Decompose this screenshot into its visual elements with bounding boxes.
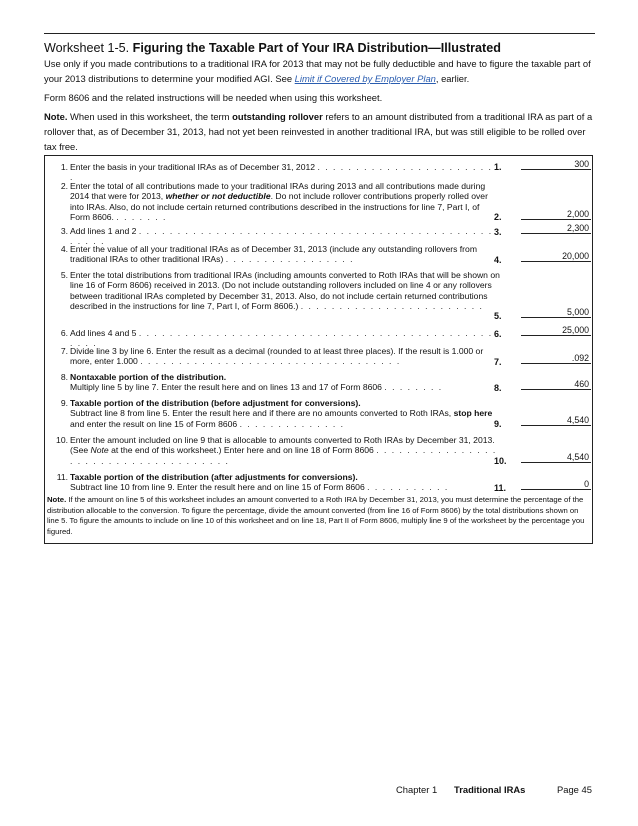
line-label: 4.: [494, 255, 502, 265]
line-number: 6.: [60, 328, 68, 338]
title-bold: Figuring the Taxable Part of Your IRA Distribution—Illustrated: [132, 41, 501, 55]
intro-paragraph-3: [44, 109, 600, 154]
worksheet-title: [44, 40, 604, 56]
intro-p3-text2: refers to an amount distributed from a traditional IRA as part of a rollover that, as of December 31, 2013, had not yet been reinvested in another traditional IRA, but was still eligible to be rolled over tax free.: [44, 111, 593, 152]
line-7-value: .092: [521, 353, 591, 364]
line-number: 4.: [60, 244, 68, 254]
line-label: 2.: [494, 212, 502, 222]
line-4-value: 20,000: [521, 251, 591, 262]
line-2-value: 2,000: [521, 209, 591, 220]
limit-covered-link[interactable]: Limit if Covered by Employer Plan: [294, 73, 436, 84]
footer-chapter: Chapter 1: [396, 784, 438, 795]
line-6-value: 25,000: [521, 325, 591, 336]
line-text: Enter the total of all contributions made to your traditional IRAs during 2013 and all contributions made during 2014 that were for 2013, whether or not deductible. Do not include rollover contributions properly rolled over into IRAs. Also, do not include certain returned contributions described in the instructions for line 7, Part I, of Form 8606. . . . . . . .: [70, 181, 488, 223]
line-text: Enter the value of all your traditional IRAs as of December 31, 2013 (include any outstanding rollovers from traditional IRAs to other traditional IRAs) . . . . . . . . . . . . . . . . .: [70, 244, 477, 265]
line-text: Divide line 3 by line 6. Enter the result as a decimal (rounded to at least three places). If the result is 1.000 or more, enter 1.000 . . . . . . . . . . . . . . . . . . . . . . . . . . . . . . . . . .: [70, 346, 484, 367]
line-1-value: 300: [521, 159, 591, 170]
intro: [44, 56, 600, 158]
line-11-value: 0: [521, 479, 591, 490]
intro-paragraph-1: [44, 56, 600, 86]
line-number: 8.: [60, 372, 68, 382]
line-text: Enter the basis in your traditional IRAs as of December 31, 2012 . . . . . . . . . . . . . . . . . . . . . . . .: [70, 162, 493, 183]
line-label: 8.: [494, 383, 502, 393]
footer-section: Traditional IRAs: [454, 784, 526, 795]
line-label: 6.: [494, 329, 502, 339]
line-number: 3.: [60, 226, 68, 236]
line-label: 5.: [494, 311, 502, 321]
line-text: Add lines 1 and 2 . . . . . . . . . . . . . . . . . . . . . . . . . . . . . . . . . . . . . . . . . . . . . . . . . . .: [70, 226, 493, 247]
line-text: Enter the amount included on line 9 that is allocable to amounts converted to Roth IRAs by December 31, 2013. (See Note at the end of this worksheet.) Enter here and on line 18 of Form 8606 . . . . . . . . . . . . . . . . . . . . . . . . . . . . . . . . . . . . .: [70, 435, 497, 466]
line-number: 9.: [60, 398, 68, 408]
intro-p1-end: , earlier.: [435, 73, 470, 84]
line-number: 7.: [60, 346, 68, 356]
line-8-value: 460: [521, 379, 591, 390]
footer-page: Page 45: [557, 784, 592, 795]
intro-p1-text: Use only if you made contributions to a traditional IRA for 2013 that may not be fully deductible and have to figure the taxable part of your 2013 distributions to determine your modified AGI. See: [44, 58, 591, 84]
intro-paragraph-2: Form 8606 and the related instructions will be needed when using this worksheet.: [44, 92, 383, 103]
line-5-value: 5,000: [521, 307, 591, 318]
line-text: Enter the total distributions from traditional IRAs (including amounts converted to Roth IRAs that will be shown on line 16 of Form 8606) received in 2013. (Do not include outstanding rollovers included on line 4 or any rollovers between traditional IRAs completed by December 31, 2013. Also, do not include certain returned contributions described in the instructions for line 7, Part I, of Form 8606.) . . . . . . . . . . . . . . . . . . . . . . . .: [70, 270, 500, 312]
line-number: 2.: [60, 181, 68, 191]
line-label: 9.: [494, 419, 502, 429]
line-label: 11.: [494, 483, 507, 493]
worksheet-box: [44, 155, 593, 544]
line-label: 10.: [494, 456, 507, 466]
intro-p3-text1: When used in this worksheet, the term: [67, 111, 233, 122]
line-text: Taxable portion of the distribution (before adjustment for conversions). Subtract line 8 from line 5. Enter the result here and if there are no amounts converted to Roth IRAs, stop here and enter the result on line 15 of Form 8606 . . . . . . . . . . . . . .: [70, 398, 493, 429]
note-label: Note.: [47, 495, 67, 504]
line-label: 1.: [494, 162, 502, 172]
line-text: Add lines 4 and 5 . . . . . . . . . . . . . . . . . . . . . . . . . . . . . . . . . . . . . . . . . . . . . . . . . .: [70, 328, 493, 349]
line-number: 5.: [60, 270, 68, 280]
line-text: Taxable portion of the distribution (after adjustments for conversions). Subtract line 10 from line 9. Enter the result here and on line 15 of Form 8606 . . . . . . . . . . .: [70, 472, 449, 493]
line-10-value: 4,540: [521, 452, 591, 463]
line-number: 11.: [56, 472, 68, 482]
line-label: 7.: [494, 357, 502, 367]
top-rule: [44, 33, 595, 34]
note-text: If the amount on line 5 of this worksheet includes an amount converted to a Roth IRA by December 31, 2013, you must determine the percentage of the distribution allocable to the conversion. To figure the percentage, divide the amount converted (from line 16 of Form 8606) by the total distributions shown on line 5. To figure the amounts to include on line 10 of this worksheet and on line 18, Part II of Form 8606, multiply line 9 of the worksheet by the percentage you figured.: [47, 495, 585, 536]
line-label: 3.: [494, 227, 502, 237]
note-label: Note.: [44, 111, 68, 122]
line-3-value: 2,300: [521, 223, 591, 234]
outstanding-rollover-term: outstanding rollover: [232, 111, 323, 122]
line-number: 1.: [60, 162, 68, 172]
title-prefix: Worksheet 1-5.: [44, 41, 133, 55]
page-footer: [0, 784, 638, 798]
line-number: 10.: [56, 435, 68, 445]
worksheet-note: [47, 495, 587, 537]
line-text: Nontaxable portion of the distribution. Multiply line 5 by line 7. Enter the result here and on lines 13 and 17 of Form 8606 . . . . . . . .: [70, 372, 443, 393]
line-9-value: 4,540: [521, 415, 591, 426]
